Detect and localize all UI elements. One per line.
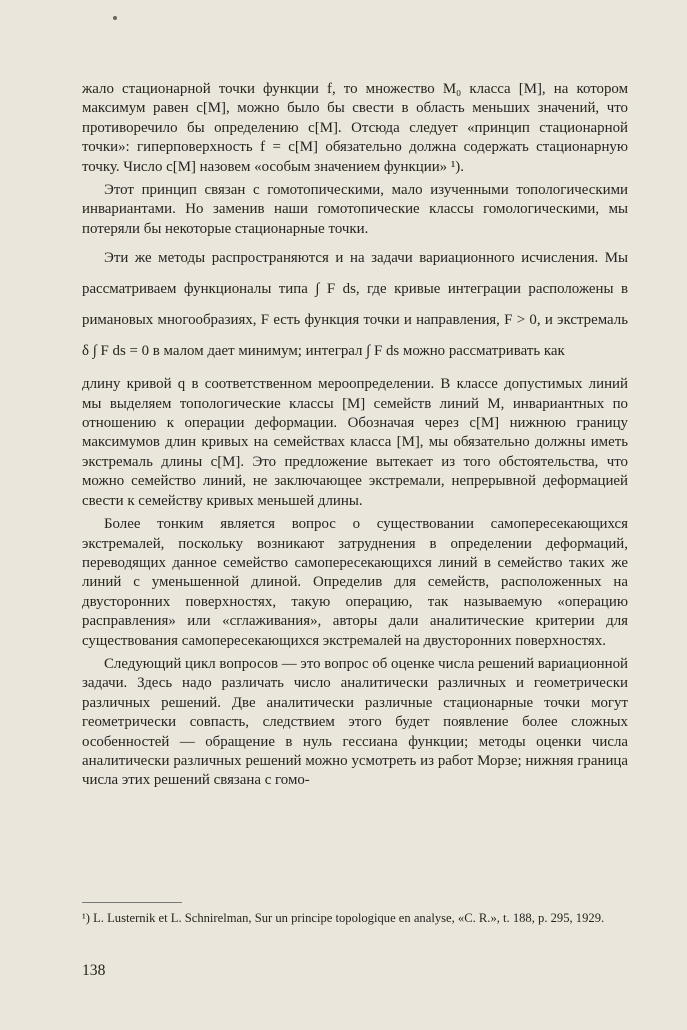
paragraph-4: длину кривой q в соответственном мероопределении. В классе допустимых линий мы выделяем топологические классы [M] семейств линий M, инвариантных по отношению к операции деформации. Обозначая через c[M] нижнюю границу максимумов длин кривых на семействах класса [M], мы обязательно должны иметь экстремаль длины c[M]. Это предложение вытекает из того обстоятельства, что можно семейство линий, не заключающее экстремали, непрерывной деформацией свести к семейству кривых меньшей длины. [82, 376, 628, 509]
footnote-divider [82, 902, 182, 903]
footnote: ¹) L. Lusternik et L. Schnirelman, Sur un principe topologique en analyse, «C. R.», t. 188, p. 295, 1929. [82, 911, 605, 925]
paragraph-6: Следующий цикл вопросов — это вопрос об оценке числа решений вариационной задачи. Здесь надо различать число аналитически различных и геометрически различных решений. Две аналитически различные стационарные точки могут геометрически совпасть, следствием этого будет появление более сложных особенностей — обращение в нуль гессиана функции; методы оценки числа аналитически различных решений можно усмотреть из работ Морзе; нижняя граница числа этих решений связана с гомо- [82, 655, 628, 789]
ink-speck [113, 16, 117, 20]
main-text [82, 80, 628, 791]
paragraph-5: Более тонким является вопрос о существовании самопересекающихся экстремалей, поскольку возникают затруднения в определении деформаций, переводящих данное семейство самопересекающихся линий в семейство таких же линий с уменьшенной длиной. Определив для семейств, расположенных на двусторонних поверхностях, такую операцию, так называемую «операцию расправления» или «сглаживания», авторы дали аналитические критерии для существования самопересекающихся экстремалей на двусторонних поверхностях. [82, 516, 628, 649]
page-number: 138 [82, 962, 106, 979]
paragraph-1: жало стационарной точки функции f, то множество M₀ класса [M], на котором максимум равен c[M], можно было бы свести в область меньших значений, что противоречило бы определению c[M]. Отсюда следует «принцип стационарной точки»: гиперповерхность f = c[M] обязательно должна содержать стационарную точку. Число c[M] назовем «особым значением функции» ¹). [82, 81, 628, 175]
paragraph-3: Эти же методы распространяются и на задачи вариационного исчисления. Мы рассматриваем функционалы типа ∫ F ds, где кривые интеграции расположены в римановых многообразиях, F есть функция точки и направления, F > 0, и экстремаль δ ∫ F ds = 0 в малом дает минимум; интеграл ∫ F ds можно рассматривать как [82, 250, 628, 360]
paragraph-2: Этот принцип связан с гомотопическими, мало изученными топологическими инвариантами. Но заменив наши гомотопические классы гомологическими, мы потеряли бы некоторые стационарные точки. [82, 182, 628, 237]
